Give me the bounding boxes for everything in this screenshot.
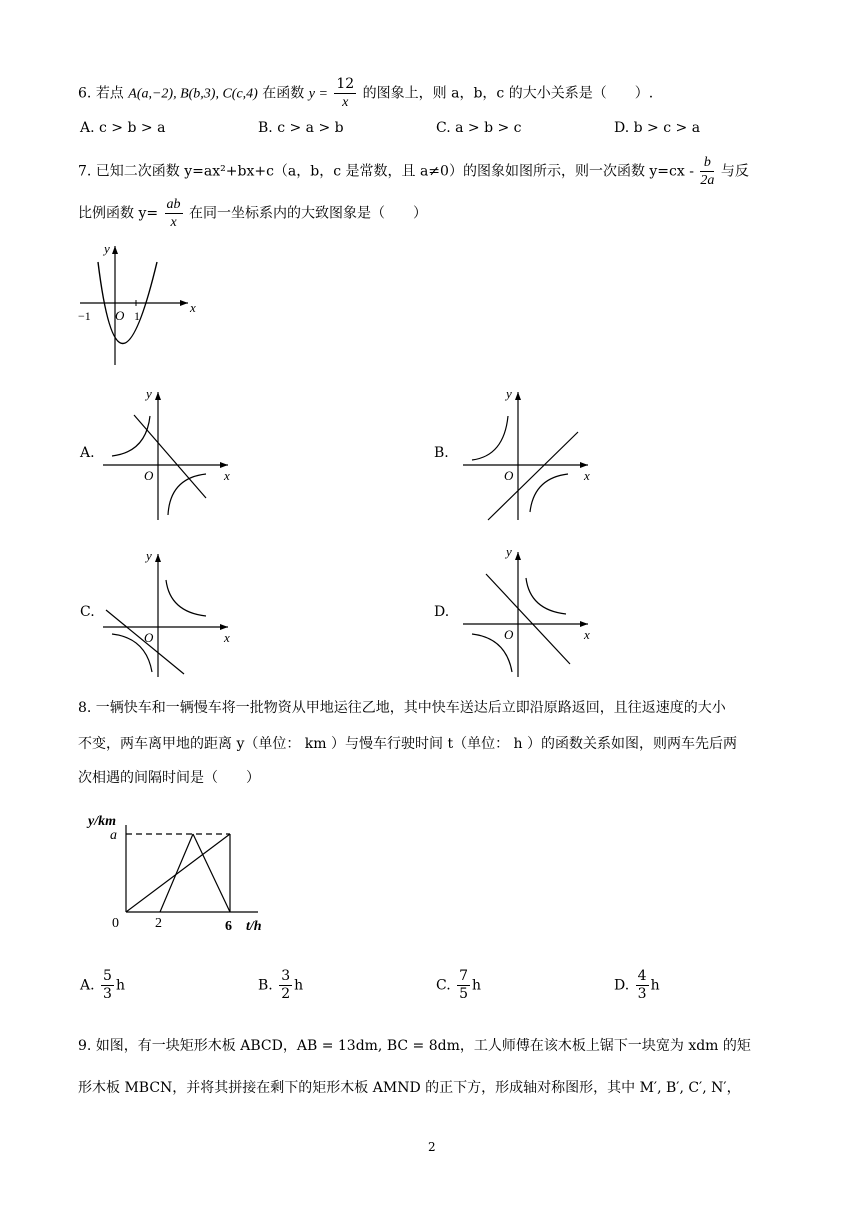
svg-text:O: O [504, 627, 514, 642]
svg-text:x: x [584, 627, 590, 642]
q7-stem-line1: 7. 已知二次函数 y=ax²+bx+c（a，b，c 是常数，且 a≠0）的图象如图所示，则一次函数 y=cx - $\frac{b}{2a}$ 与反 [78, 155, 749, 188]
q9-stem-line1: 9. 如图，有一块矩形木板 ABCD，AB = 13dm, BC = 8dm，工人师傅在该木板上锯下一块宽为 xdm 的矩 [78, 1038, 751, 1054]
svg-text:a: a [110, 828, 117, 843]
svg-text:1: 1 [134, 309, 140, 323]
svg-text:2: 2 [155, 916, 162, 931]
q8-option-c: C. $\frac{7}{5}$ h [436, 968, 482, 1002]
q9-stem-line2: 形木板 MBCN，并将其拼接在剩下的矩形木板 AMND 的正下方，形成轴对称图形，其中 M′, B′, C′, N′， [78, 1080, 741, 1096]
q7-option-c-graph [98, 542, 248, 682]
q6-option-c: C. a > b > c [436, 120, 522, 136]
q7-option-a-label: A. [80, 445, 95, 461]
q7-option-b-label: B. [434, 445, 449, 461]
q6-fraction: $\frac{12}{x}$ [336, 76, 355, 110]
q7-option-a-graph [98, 380, 248, 525]
q6-option-a: A. c > b > a [80, 120, 166, 136]
svg-text:O: O [144, 468, 154, 483]
q6-option-b: B. c > a > b [258, 120, 344, 136]
q7-option-c-label: C. [80, 604, 95, 620]
q7-stem-line2: 比例函数 y= $\frac{ab}{x}$ 在同一坐标系内的大致图象是（ ） [78, 197, 427, 230]
q8-option-b: B. $\frac{3}{2}$ h [258, 968, 304, 1002]
q7-option-b-graph [458, 380, 608, 525]
svg-text:x: x [224, 468, 230, 483]
svg-text:y/km: y/km [88, 814, 116, 829]
svg-text:y: y [146, 548, 152, 563]
svg-text:y: y [506, 386, 512, 401]
svg-text:x: x [190, 300, 196, 315]
page-number: 2 [428, 1140, 436, 1154]
svg-text:O: O [504, 468, 514, 483]
svg-text:O: O [115, 308, 125, 323]
svg-text:t/h: t/h [246, 919, 262, 934]
q7-parabola-figure [70, 240, 210, 370]
q8-stem-line3: 次相遇的间隔时间是（ ） [78, 770, 260, 786]
q8-option-d: D. $\frac{4}{3}$ h [614, 968, 660, 1002]
svg-text:y: y [146, 386, 152, 401]
svg-text:−1: −1 [78, 309, 91, 323]
svg-text:y: y [506, 544, 512, 559]
svg-text:0: 0 [112, 916, 119, 931]
q8-option-a: A. $\frac{5}{3}$ h [80, 968, 125, 1002]
q8-stem-line1: 8. 一辆快车和一辆慢车将一批物资从甲地运往乙地，其中快车送达后立即沿原路返回，且往返速度的大小 [78, 700, 726, 716]
q6-stem: 6. 若点 A(a,−2), B(b,3), C(c,4) 在函数 y = $\frac{12}{x}$ 的图象上，则 a，b，c 的大小关系是（ ）. [78, 76, 654, 110]
svg-text:x: x [584, 468, 590, 483]
q7-option-d-graph [458, 542, 608, 682]
svg-text:x: x [224, 630, 230, 645]
q8-stem-line2: 不变，两车离甲地的距离 y（单位： km ）与慢车行驶时间 t（单位： h ）的函数关系如图，则两车先后两 [78, 736, 738, 752]
svg-text:y: y [104, 241, 110, 256]
q6-option-d: D. b > c > a [614, 120, 701, 136]
svg-text:6: 6 [225, 919, 232, 934]
q8-distance-time-graph [80, 805, 280, 945]
q7-option-d-label: D. [434, 604, 450, 620]
svg-text:O: O [144, 630, 154, 645]
